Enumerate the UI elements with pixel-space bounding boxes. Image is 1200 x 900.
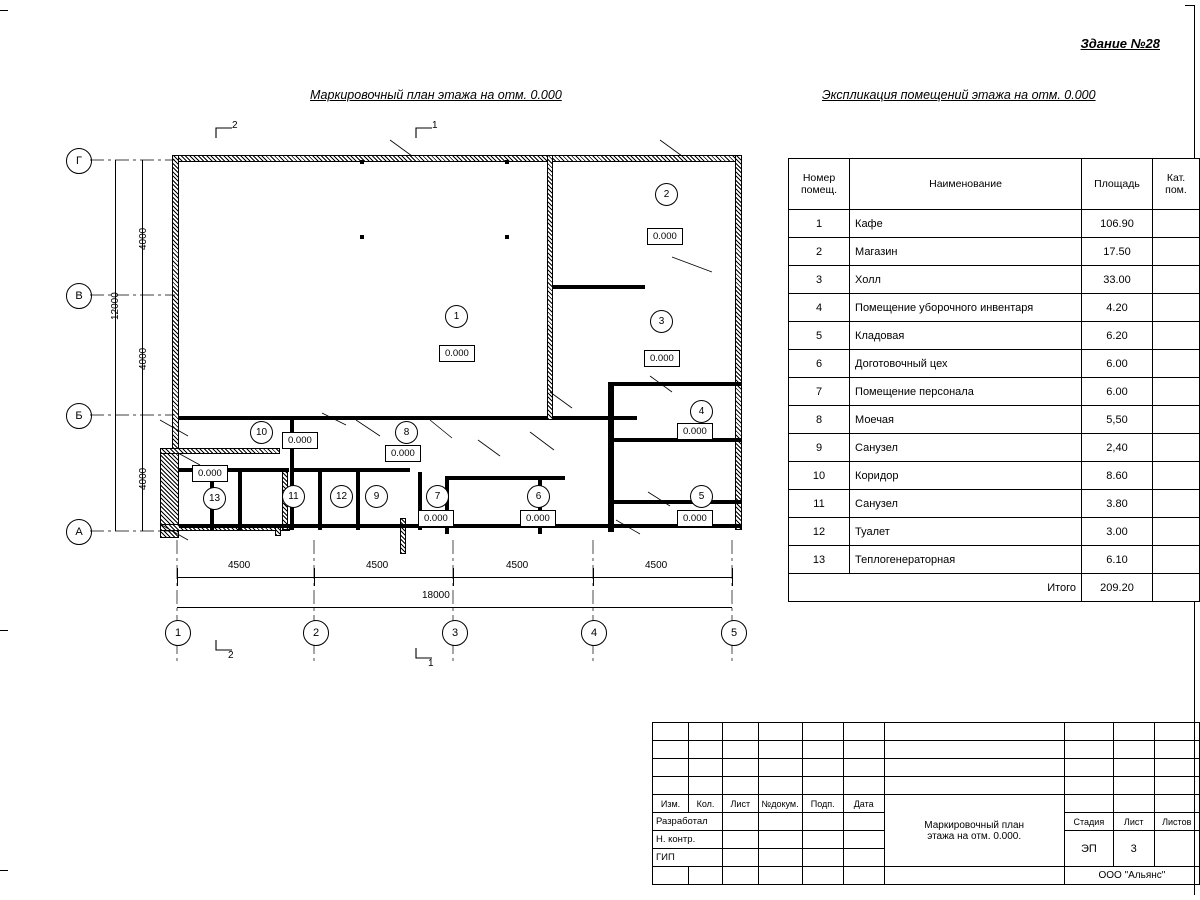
cell-num: 11 — [789, 490, 850, 518]
cell-num: 13 — [789, 546, 850, 574]
explication-table — [788, 158, 1200, 602]
stamp-col-izm: Изм. — [653, 795, 689, 813]
hdim-total: 18000 — [422, 590, 450, 601]
plan-caption: Маркировочный план этажа на отм. 0.000 — [310, 88, 562, 102]
sheet-frame-tick-top — [0, 10, 8, 11]
cell-name: Санузел — [850, 490, 1082, 518]
cell-kat — [1153, 434, 1200, 462]
cell-area: 4.20 — [1082, 294, 1153, 322]
header-num: Номер помещ. — [789, 159, 850, 210]
cell-name: Магазин — [850, 238, 1082, 266]
cell-kat — [1153, 546, 1200, 574]
stamp-sheet-title-line1: Маркировочный план — [924, 819, 1025, 831]
stamp-spacer-b — [1113, 795, 1154, 813]
stamp-col-kol: Кол. — [689, 795, 723, 813]
stamp-header-list: Лист — [1113, 813, 1154, 831]
vdim-total: 12000 — [110, 292, 121, 320]
cell-name: Коридор — [850, 462, 1082, 490]
table-row — [789, 462, 1200, 490]
cell-name: Санузел — [850, 434, 1082, 462]
section-mark-1-bottom: 1 — [428, 658, 434, 669]
room-bubble-13: 13 — [203, 487, 226, 510]
room-bubble-12: 12 — [330, 485, 353, 508]
table-row — [789, 238, 1200, 266]
cell-kat — [1153, 406, 1200, 434]
header-kat: Кат. пом. — [1153, 159, 1200, 210]
table-row — [789, 490, 1200, 518]
cell-kat — [1153, 322, 1200, 350]
cell-name: Моечая — [850, 406, 1082, 434]
stamp-blank-row — [653, 759, 1200, 777]
stamp-stage-value: ЭП — [1064, 831, 1113, 867]
stamp-sheet-title-line2: этажа на отм. 0.000. — [927, 830, 1022, 842]
floor-plan — [60, 120, 780, 680]
level-mark-room1: 0.000 — [439, 345, 475, 362]
room-bubble-9: 9 — [365, 485, 388, 508]
stamp-col-podp: Подп. — [802, 795, 843, 813]
grid-letter-v: В — [66, 283, 92, 309]
level-mark-room2: 0.000 — [647, 228, 683, 245]
stamp-blank-row — [653, 723, 1200, 741]
cell-area: 6.20 — [1082, 322, 1153, 350]
table-row — [789, 210, 1200, 238]
cell-kat — [1153, 294, 1200, 322]
table-row — [789, 322, 1200, 350]
stamp-col-ndok: №докум. — [758, 795, 802, 813]
cell-name: Помещение персонала — [850, 378, 1082, 406]
hdim-1: 4500 — [228, 560, 251, 571]
cell-area: 6.00 — [1082, 378, 1153, 406]
room-bubble-1: 1 — [445, 305, 468, 328]
room-bubble-8: 8 — [395, 421, 418, 444]
level-mark-room4: 0.000 — [677, 423, 713, 440]
stamp-role-razrabotal: Разработал — [653, 813, 723, 831]
cell-kat — [1153, 518, 1200, 546]
title-block — [652, 722, 1200, 885]
cell-area: 3.00 — [1082, 518, 1153, 546]
sheet-frame-tick-bottom — [0, 870, 8, 871]
explication-caption: Экспликация помещений этажа на отм. 0.000 — [822, 88, 1096, 102]
building-label: Здание №28 — [1080, 36, 1160, 51]
room-bubble-4: 4 — [690, 400, 713, 423]
section-mark-2-bottom: 2 — [228, 650, 234, 661]
total-label: Итого — [789, 574, 1082, 602]
stamp-spacer-c — [1154, 795, 1200, 813]
cell-area: 106.90 — [1082, 210, 1153, 238]
table-row — [789, 266, 1200, 294]
cell-area: 3.80 — [1082, 490, 1153, 518]
cell-kat — [1153, 238, 1200, 266]
cell-name: Доготовочный цех — [850, 350, 1082, 378]
table-row — [789, 378, 1200, 406]
table-total-row — [789, 574, 1200, 602]
header-name: Наименование — [850, 159, 1082, 210]
cell-name: Теплогенераторная — [850, 546, 1082, 574]
stamp-blank-row — [653, 777, 1200, 795]
grid-number-3: 3 — [442, 620, 468, 646]
cell-kat — [1153, 462, 1200, 490]
sheet-frame-corner — [1185, 5, 1195, 6]
grid-number-2: 2 — [303, 620, 329, 646]
level-mark-room3: 0.000 — [644, 350, 680, 367]
stamp-header-stadia: Стадия — [1064, 813, 1113, 831]
hdim-3: 4500 — [506, 560, 529, 571]
cell-num: 6 — [789, 350, 850, 378]
room-bubble-10: 10 — [250, 421, 273, 444]
cell-name: Холл — [850, 266, 1082, 294]
grid-number-4: 4 — [581, 620, 607, 646]
cell-area: 5,50 — [1082, 406, 1153, 434]
table-row — [789, 294, 1200, 322]
table-row — [789, 518, 1200, 546]
cell-num: 2 — [789, 238, 850, 266]
cell-num: 10 — [789, 462, 850, 490]
level-mark-room6: 0.000 — [520, 510, 556, 527]
cell-num: 1 — [789, 210, 850, 238]
stamp-company-row — [653, 867, 1200, 885]
grid-letter-a: А — [66, 519, 92, 545]
stamp-sheets-value — [1154, 831, 1200, 867]
room-bubble-3: 3 — [650, 310, 673, 333]
cell-area: 2,40 — [1082, 434, 1153, 462]
level-mark-room5: 0.000 — [677, 510, 713, 527]
grid-letter-b: Б — [66, 403, 92, 429]
stamp-sheet-title — [884, 795, 1064, 867]
grid-letter-g: Г — [66, 148, 92, 174]
section-mark-lines — [60, 120, 780, 680]
stamp-role-nkontr: Н. контр. — [653, 831, 723, 849]
stamp-sheet-value: 3 — [1113, 831, 1154, 867]
sheet-frame-tick-mid — [0, 630, 8, 631]
cell-area: 6.10 — [1082, 546, 1153, 574]
table-header-row — [789, 159, 1200, 210]
cell-name: Помещение уборочного инвентаря — [850, 294, 1082, 322]
table-row — [789, 350, 1200, 378]
room-bubble-11: 11 — [282, 485, 305, 508]
section-mark-2-top: 2 — [232, 120, 238, 131]
table-row — [789, 434, 1200, 462]
cell-area: 8.60 — [1082, 462, 1153, 490]
cell-kat — [1153, 490, 1200, 518]
cell-num: 12 — [789, 518, 850, 546]
room-bubble-2: 2 — [655, 183, 678, 206]
level-mark-room7: 0.000 — [418, 510, 454, 527]
cell-kat — [1153, 266, 1200, 294]
grid-number-1: 1 — [165, 620, 191, 646]
cell-num: 5 — [789, 322, 850, 350]
room-bubble-6: 6 — [527, 485, 550, 508]
cell-kat — [1153, 350, 1200, 378]
cell-name: Кладовая — [850, 322, 1082, 350]
stamp-role-gip: ГИП — [653, 849, 723, 867]
stamp-sheet-title-cont — [884, 867, 1064, 885]
stamp-company: ООО "Альянс" — [1064, 867, 1199, 885]
level-mark-room8: 0.000 — [385, 445, 421, 462]
vdim-2: 4000 — [138, 347, 149, 370]
cell-name: Кафе — [850, 210, 1082, 238]
cell-num: 8 — [789, 406, 850, 434]
section-mark-1-top: 1 — [432, 120, 438, 131]
hdim-2: 4500 — [366, 560, 389, 571]
hdim-4: 4500 — [645, 560, 668, 571]
stamp-header-listov: Листов — [1154, 813, 1200, 831]
room-bubble-5: 5 — [690, 485, 713, 508]
cell-num: 9 — [789, 434, 850, 462]
cell-num: 4 — [789, 294, 850, 322]
stamp-col-data: Дата — [843, 795, 884, 813]
table-row — [789, 546, 1200, 574]
cell-area: 17.50 — [1082, 238, 1153, 266]
cell-num: 7 — [789, 378, 850, 406]
vdim-3: 4000 — [138, 467, 149, 490]
room-bubble-7: 7 — [426, 485, 449, 508]
grid-number-5: 5 — [721, 620, 747, 646]
header-area: Площадь — [1082, 159, 1153, 210]
table-row — [789, 406, 1200, 434]
cell-name: Туалет — [850, 518, 1082, 546]
level-mark-room13: 0.000 — [192, 465, 228, 482]
total-kat — [1153, 574, 1200, 602]
cell-area: 6.00 — [1082, 350, 1153, 378]
stamp-col-list: Лист — [723, 795, 758, 813]
stamp-blank-row — [653, 741, 1200, 759]
stamp-header-row — [653, 795, 1200, 813]
vdim-1: 4000 — [138, 227, 149, 250]
level-mark-room10: 0.000 — [282, 432, 318, 449]
cell-num: 3 — [789, 266, 850, 294]
total-value: 209.20 — [1082, 574, 1153, 602]
stamp-spacer-a — [1064, 795, 1113, 813]
cell-kat — [1153, 210, 1200, 238]
cell-kat — [1153, 378, 1200, 406]
cell-area: 33.00 — [1082, 266, 1153, 294]
